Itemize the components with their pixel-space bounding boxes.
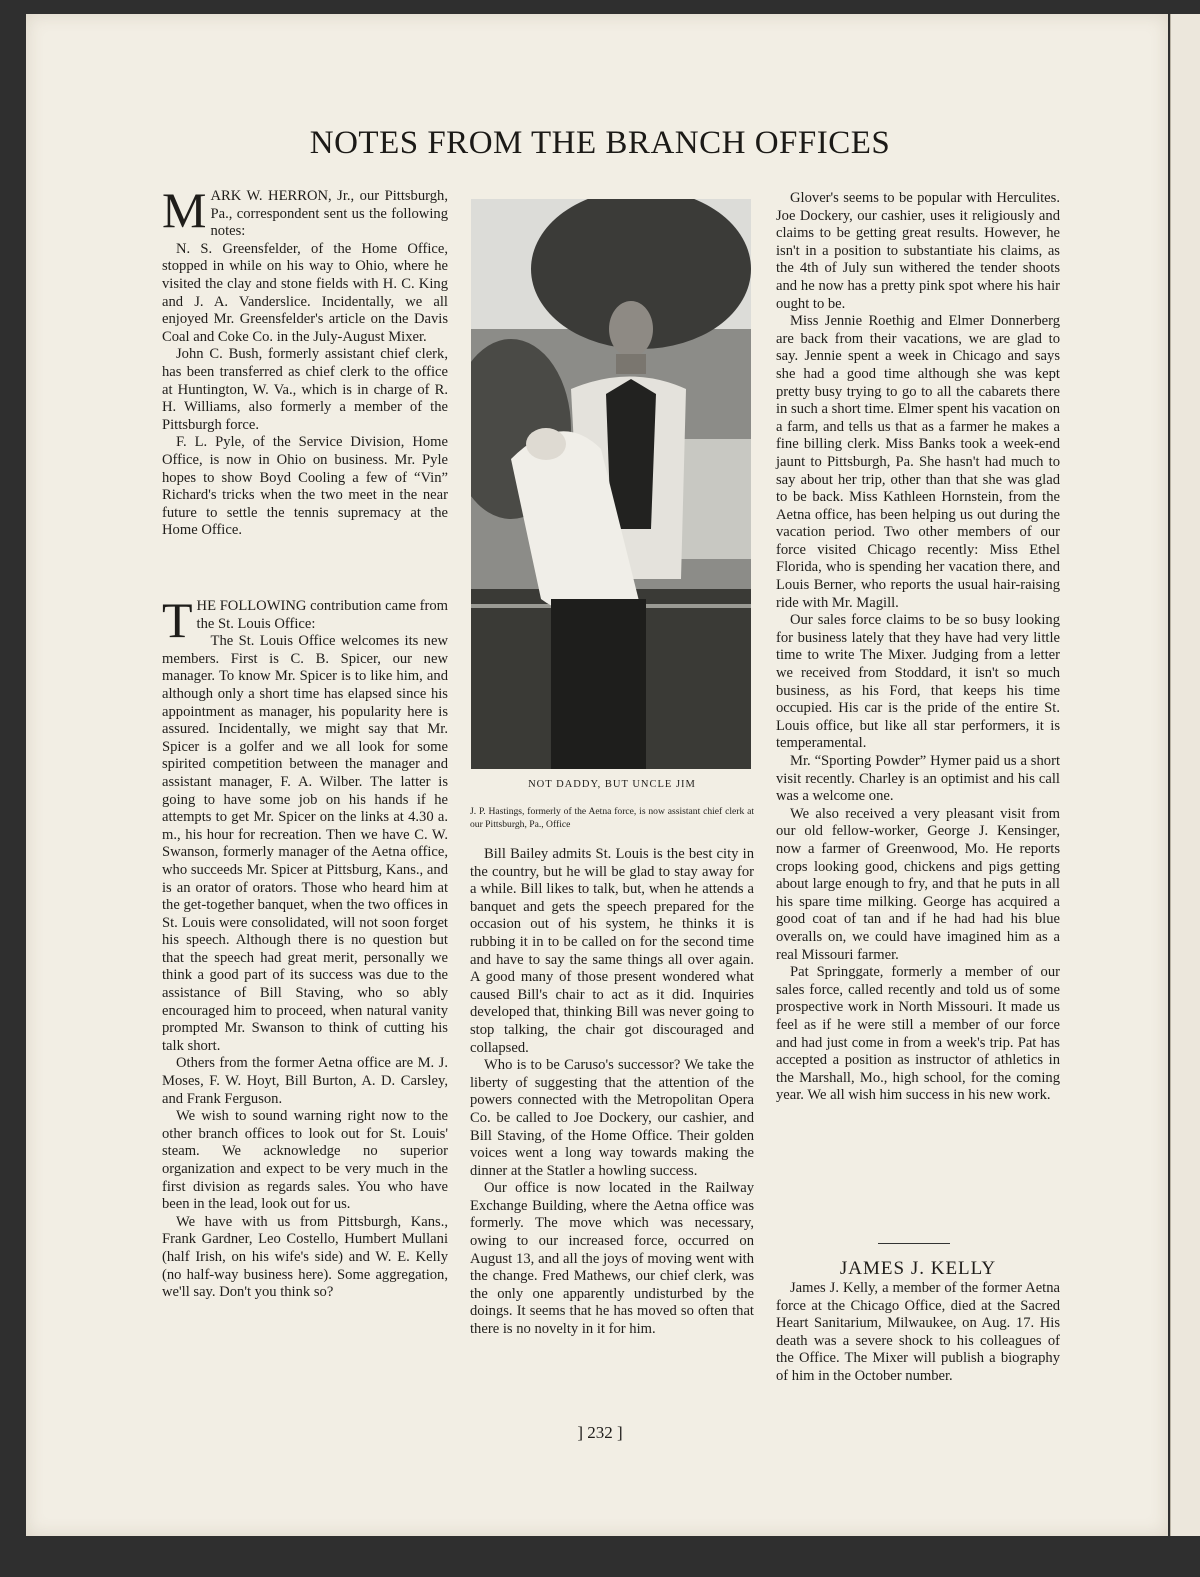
lead-text: HE FOLLOWING contribution came from the St. Louis Office: — [196, 598, 448, 632]
st-louis-notes — [162, 592, 448, 1302]
paragraph: We wish to sound warning right now to the other branch offices to look out for St. Louis' steam. We acknowledge no superior organization and expect to be very much in the first division as regards sales. You who have been in the lead, look out for us. — [162, 1108, 448, 1213]
paragraph: Pat Springgate, formerly a member of our sales force, called recently and told us of some prospective work in North Missouri. It made us feel as if he were still a member of our force and had just come in from a week's trip. Pat has accepted a position as instructor of athletics in the Marshall, Mo., high school, for the coming year. We all wish him success in his new work. — [776, 964, 1060, 1104]
next-page-edge — [1170, 14, 1200, 1536]
page-title: NOTES FROM THE BRANCH OFFICES — [309, 125, 891, 161]
page-number: ] 232 ] — [577, 1423, 623, 1442]
column-3-text — [776, 190, 1060, 1105]
obituary-heading: JAMES J. KELLY — [839, 1258, 997, 1279]
paragraph: Miss Jennie Roethig and Elmer Donnerberg are back from their vacations, we are glad to say. Jennie spent a week in Chicago and says she had a good time although she was kept pretty busy trying to go to all the cabarets there in such a short time. Elmer spent his vacation on a farm, and tells us that as a farmer he makes a fine billing clerk. Miss Banks took a week-end jaunt to Pittsburgh, Pa. She hasn't had much to say about her trip, other than that she was glad to be back. Miss Kathleen Hornstein, from the Aetna office, has been helping us out during the vacation period. Two other members of our force visited Chicago recently: Miss Ethel Florida, who is spending her vacation there, and Louis Berner, who reports the usual hair-raising ride with Mr. Magill. — [776, 313, 1060, 611]
pittsburgh-notes — [162, 182, 448, 540]
drop-cap: M — [162, 182, 207, 238]
lead-paragraph — [162, 182, 448, 241]
photo-man-holding-baby — [471, 199, 751, 769]
lead-paragraph — [162, 592, 448, 648]
paragraph: F. L. Pyle, of the Service Division, Home Office, is now in Ohio on business. Mr. Pyle hopes to show Boyd Cooling a few of “Vin” Richard's tricks when the two meet in the near future to settle the tennis supremacy at the Home Office. — [162, 434, 448, 539]
paragraph: Our sales force claims to be so busy looking for business lately that they have had very little time to write The Mixer. Judging from a letter we received from Stoddard, it isn't so much business, as his Ford, that keeps his time occupied. His car is the pride of the entire St. Louis office, but like all star performers, it is temperamental. — [776, 612, 1060, 752]
lead-text: ARK W. HERRON, Jr., our Pittsburgh, Pa., correspondent sent us the following notes: — [210, 188, 448, 240]
section-divider — [878, 1243, 950, 1244]
paragraph: Others from the former Aetna office are M. J. Moses, F. W. Hoyt, Bill Burton, A. D. Carsley, and Frank Ferguson. — [162, 1055, 448, 1107]
paragraph: Our office is now located in the Railway Exchange Building, where the Aetna office was formerly. The move which was necessary, owing to our increased force, occurred on August 13, and all the joys of moving went with the change. Fred Mathews, our chief clerk, was the only one apparently undisturbed by the doings. It seems that he has moved so often that there is no novelty in it for him. — [470, 1180, 754, 1338]
paragraph: Mr. “Sporting Powder” Hymer paid us a short visit recently. Charley is an optimist and his call was a welcome one. — [776, 753, 1060, 805]
paragraph: Bill Bailey admits St. Louis is the best city in the country, but he will be glad to stay away for a while. Bill likes to talk, but, when he attends a banquet and gets the speech prepared for the occasion out of his system, he thinks it is rubbing it in to be called on for the second time and have to say the same things all over again. A good many of those present wondered what caused Bill's chair to act as it did. Inquiries developed that, thinking Bill was never going to stop talking, the chair got discouraged and collapsed. — [470, 846, 754, 1056]
paragraph: Who is to be Caruso's successor? We take the liberty of suggesting that the attention of the powers connected with the Metropolitan Opera Co. be called to Joe Dockery, our cashier, and Bill Staving, of the Home Office. Their golden voices went a long way towards making the dinner at the Statler a howling success. — [470, 1057, 754, 1179]
paragraph: N. S. Greensfelder, of the Home Office, stopped in while on his way to Ohio, where he visited the clay and stone fields with H. C. King and J. A. Vanderslice. Incidentally, we all enjoyed Mr. Greensfelder's article on the Davis Coal and Coke Co. in the July-August Mixer. — [162, 240, 448, 345]
photo-illustration — [471, 199, 751, 769]
photo-caption-title: NOT DADDY, BUT UNCLE JIM — [528, 779, 696, 790]
photo-caption-text: J. P. Hastings, formerly of the Aetna force, is now assistant chief clerk at our Pittsburgh, Pa., Office — [470, 806, 754, 830]
paragraph: We have with us from Pittsburgh, Kans., Frank Gardner, Leo Costello, Humbert Mullani (half Irish, on his wife's side) and W. E. Kelly (no half-way business here). Some aggregation, we'll say. Don't you think so? — [162, 1213, 448, 1301]
obituary — [776, 1280, 1060, 1386]
drop-cap: T — [162, 592, 193, 648]
paragraph: Glover's seems to be popular with Herculites. Joe Dockery, our cashier, uses it religiously and claims to be getting great results. However, he isn't in a position to substantiate his claims, as the 4th of July sun withered the tender shoots and he now has a pretty pink spot where his hair ought to be. — [776, 190, 1060, 312]
paragraph: The St. Louis Office welcomes its new members. First is C. B. Spicer, our new manager. To know Mr. Spicer is to like him, and although only a short time has elapsed since his appointment as manager, his popularity here is assured. Incidentally, we might say that Mr. Spicer is a golfer and we all look for some spirited competition between the manager and assistant manager, F. A. Wilber. The latter is going to have some job on his hands if he attempts to get Mr. Spicer on the links at 4.30 a. m., his hour for recreation. Then we have C. W. Swanson, formerly manager of the Aetna office, who succeeds Mr. Spicer at Pittsburg, Kans., and is an orator of orators. Those who heard him at the get-together banquet, when the two offices in St. Louis were consolidated, will not soon forget his speech. Although there is no question but that the speech had great merit, personally we think a good part of its success was due to the assistance of Bill Staving, who so ably encouraged him to proceed, when natural vanity prompted Mr. Swanson to think of cutting his talk short. — [162, 633, 448, 1054]
paragraph: We also received a very pleasant visit from our old fellow-worker, George J. Kensinger, now a farmer of Greenwood, Mo. He reports crops looking good, chickens and pigs getting about large enough to fry, and that he puts in all his spare time milking. George has acquired a good coat of tan and if he had had his blue overalls on, we could have imagined him as a real Missouri farmer. — [776, 805, 1060, 963]
paragraph: James J. Kelly, a member of the former Aetna force at the Chicago Office, died at the Sacred Heart Sanitarium, Milwaukee, on Aug. 17. His death was a severe shock to his colleagues of the Office. The Mixer will publish a biography of him in the October number. — [776, 1280, 1060, 1384]
paragraph: John C. Bush, formerly assistant chief clerk, has been transferred as chief clerk to the office at Huntington, W. Va., which is in charge of R. H. Williams, also formerly a member of the Pittsburgh force. — [162, 346, 448, 433]
column-2-text — [470, 846, 754, 1339]
